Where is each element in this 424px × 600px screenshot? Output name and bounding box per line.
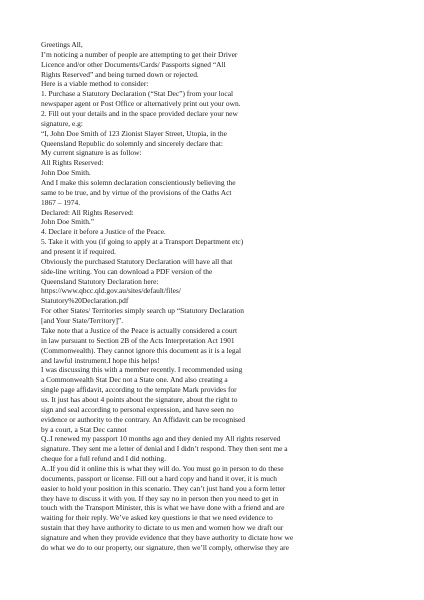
- text-line: Greetings All,: [41, 40, 83, 49]
- text-line: Queensland Statutory Declaration here:: [41, 276, 159, 286]
- text-line: by a court, a Stat Dec cannot: [41, 424, 127, 434]
- text-line: For other States/ Territories simply search up “Statutory Declaration: [41, 306, 244, 316]
- text-line: John Doe Smith.”: [41, 217, 95, 227]
- text-line: Rights Reserved” and being turned down or rejected.: [41, 69, 199, 79]
- text-line: 2. Fill out your details and in the space provided declare your new: [41, 109, 238, 119]
- text-line: newspaper agent or Post Office or alternatively print out your own.: [41, 99, 241, 109]
- text-line: A..If you did it online this is what they will do. You must go in person to do these: [41, 463, 284, 473]
- text-line: Statutory%20Declaration.pdf: [41, 296, 129, 306]
- text-line: 1867 – 1974.: [41, 197, 81, 207]
- text-line: same to be true, and by virtue of the provisions of the Oaths Act: [41, 187, 232, 197]
- text-line: sustain that they have authority to dictate to us men and women how we draft our: [41, 523, 284, 533]
- text-line: I’m noticing a number of people are attempting to get their Driver: [41, 49, 238, 59]
- text-line: signature. They sent me a letter of denial and I didn’t respond. They then sent me a: [41, 444, 288, 454]
- text-line: “I, John Doe Smith of 123 Zionist Slayer Street, Utopia, in the: [41, 128, 227, 138]
- text-line: sign and seal according to personal expression, and have seen no: [41, 404, 234, 414]
- text-line: easier to hold your position in this scenario. They can’t just hand you a form letter: [41, 483, 286, 493]
- text-line: evidence or authority to the contrary. An Affidavit can be recognised: [41, 414, 246, 424]
- text-line: and present it if required.: [41, 247, 116, 257]
- text-line: side-line writing. You can download a PDF version of the: [41, 266, 213, 276]
- text-line: Queensland Republic do solemnly and sincerely declare that:: [41, 138, 223, 148]
- text-line: 1. Purchase a Statutory Declaration (“Stat Dec”) from your local: [41, 89, 234, 99]
- text-line: do what we do to our property, our signature, then we’ll comply, otherwise they are: [41, 542, 289, 552]
- text-line: Q..I renewed my passport 10 months ago and they denied my All rights reserved: [41, 434, 281, 444]
- text-line: Declared: All Rights Reserved:: [41, 207, 134, 217]
- text-line: in law pursuant to Section 2B of the Acts Interpretation Act 1901: [41, 335, 235, 345]
- text-line: I was discussing this with a member recently. I recommended using: [41, 365, 243, 375]
- text-line: (Commonwealth). They cannot ignore this document as it is a legal: [41, 345, 242, 355]
- text-line: documents, passport or license. Fill out a hard copy and hand it over, it is much: [41, 473, 278, 483]
- text-line: My current signature is as follow:: [41, 148, 142, 158]
- text-line: us. It just has about 4 points about the signature, about the right to: [41, 394, 238, 404]
- text-line: 4. Declare it before a Justice of the Peace.: [41, 227, 166, 237]
- text-line: signature, e.g:: [41, 118, 83, 128]
- text-line: https://www.qbcc.qld.gov.au/sites/default/files/: [41, 286, 181, 296]
- document-body: [41, 40, 393, 553]
- text-line: cheque for a full refund and I did nothing.: [41, 454, 166, 464]
- text-line: John Doe Smith.: [41, 168, 91, 178]
- text-line: Take note that a Justice of the Peace is actually considered a court: [41, 325, 238, 335]
- text-line: and lawful instrument.I hope this helps!: [41, 355, 160, 365]
- text-line: signature and when they provide evidence that they have authority to dictate how we: [41, 532, 294, 542]
- text-line: Here is a viable method to consider:: [41, 79, 149, 89]
- text-line: 5. Take it with you (if going to apply at a Transport Department etc): [41, 237, 244, 247]
- text-line: single page affidavit, according to the template Mark provides for: [41, 385, 237, 395]
- text-line: All Rights Reserved:: [41, 158, 104, 168]
- text-line: they have to discuss it with you. If they say no in person then you need to get in: [41, 493, 279, 503]
- text-line: And I make this solemn declaration conscientiously believing the: [41, 178, 236, 188]
- text-line: [and Your State/Territory]”.: [41, 316, 124, 326]
- text-line: Licence and/or other Documents/Cards/ Passports signed “All: [41, 59, 226, 69]
- text-line: a Commonwealth Stat Dec not a State one. And also creating a: [41, 375, 228, 385]
- text-line: waiting for their reply. We’ve asked key questions ie that we need evidence to: [41, 513, 273, 523]
- text-line: Obviously the purchased Statutory Declaration will have all that: [41, 256, 233, 266]
- text-line: touch with the Transport Minister, this is what we have done with a friend and are: [41, 503, 285, 513]
